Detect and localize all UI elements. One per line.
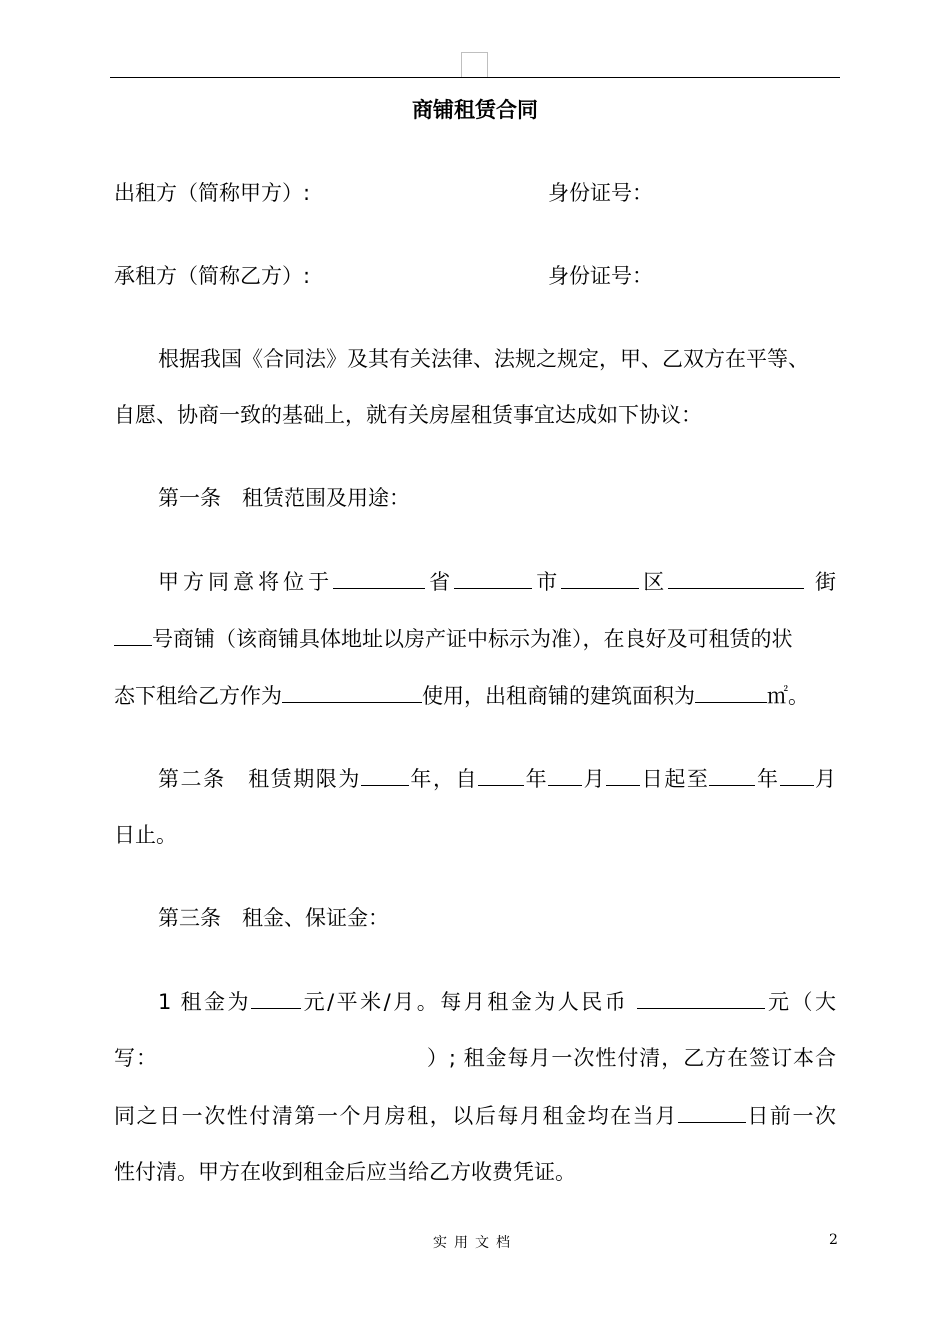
art1-text-3b: 使用，出租商铺的建筑面积为 — [422, 684, 695, 708]
blank-start-day — [606, 763, 640, 786]
party-b-line — [114, 261, 310, 291]
blank-district — [561, 566, 639, 589]
blank-city — [454, 566, 532, 589]
art1-qu: 区 — [639, 570, 669, 594]
blank-years — [361, 763, 409, 786]
art3-text-4: 性付清。甲方在收到租金后应当给乙方收费凭证。 — [114, 1160, 576, 1184]
article-1-line-2 — [114, 623, 793, 654]
article-1-line-3 — [114, 680, 809, 711]
art3-text-1a: 1 租金为 — [158, 990, 252, 1014]
preamble-line-2 — [114, 400, 702, 430]
blank-street — [668, 566, 804, 589]
art3-text-1b: 元/平米/月。每月租金为人民币 — [301, 990, 629, 1014]
party-b-label: 承租方（简称乙方）: — [114, 264, 311, 288]
page-footer: 实用文档 — [433, 1235, 517, 1251]
preamble-line-1 — [158, 344, 809, 374]
article-1-line-1 — [158, 566, 836, 597]
party-a-id-label: 身份证号： — [548, 181, 653, 205]
preamble-text-1: 根据我国《合同法》及其有关法律、法规之规定，甲、乙双方在平等、 — [158, 347, 809, 371]
party-a-line — [114, 178, 310, 208]
art1-text-3c: ㎡。 — [767, 684, 809, 708]
blank-start-year — [478, 763, 524, 786]
page-number: 2 — [829, 1232, 838, 1248]
art1-text-2: 号商铺（该商铺具体地址以房产证中标示为准），在良好及可租赁的状 — [152, 627, 793, 651]
blank-number — [114, 623, 152, 646]
article-3-heading — [158, 903, 389, 933]
article-3-line-1 — [158, 986, 836, 1017]
document-title: 商铺租赁合同 — [412, 98, 538, 122]
art3-text-2b: ）; 租金每月一次性付清，乙方在签订本合 — [425, 1046, 837, 1070]
blank-usage — [282, 680, 422, 703]
blank-start-month — [548, 763, 582, 786]
article-3-heading-text: 第三条 租金、保证金： — [158, 906, 389, 930]
party-b-id-label: 身份证号： — [548, 264, 653, 288]
party-a-label: 出租方（简称甲方）: — [114, 181, 311, 205]
art3-text-3b: 日前一次 — [745, 1104, 837, 1128]
blank-monthly-rent — [637, 986, 765, 1009]
art1-text-a: 甲方同意将位于 — [158, 570, 334, 594]
art2-end: 日止。 — [114, 823, 177, 847]
party-b-id — [548, 261, 653, 291]
article-3-line-3 — [114, 1100, 836, 1131]
article-1-heading — [158, 483, 410, 513]
art2-yue: 月 — [582, 767, 607, 791]
article-3-line-4 — [114, 1157, 576, 1187]
article-3-line-2 — [114, 1043, 836, 1073]
preamble-text-2: 自愿、协商一致的基础上，就有关房屋租赁事宜达成如下协议： — [114, 403, 702, 427]
blank-end-month — [780, 763, 814, 786]
art2-ri: 日起至 — [640, 767, 710, 791]
blank-end-year — [709, 763, 755, 786]
article-2-line-1 — [158, 763, 836, 794]
art1-shi: 市 — [532, 570, 562, 594]
header-tab-box — [461, 52, 488, 78]
blank-province — [333, 566, 425, 589]
art2-text-a: 第二条 租赁期限为 — [158, 767, 361, 791]
art3-text-3a: 同之日一次性付清第一个月房租，以后每月租金均在当月 — [114, 1104, 678, 1128]
party-a-id — [548, 178, 653, 208]
art2-nian: 年，自 — [408, 767, 479, 791]
blank-rent-per-sqm — [251, 986, 301, 1009]
art3-text-2a: 写： — [114, 1046, 158, 1070]
art1-text-3a: 态下租给乙方作为 — [114, 684, 282, 708]
art2-nian3: 年 — [755, 767, 780, 791]
header-rule — [110, 77, 840, 78]
art2-yue2: 月 — [813, 767, 837, 791]
art1-sheng: 省 — [425, 570, 455, 594]
blank-pay-day — [678, 1100, 746, 1123]
art1-jie: 街 — [815, 570, 836, 594]
article-1-heading-text: 第一条 租赁范围及用途： — [158, 486, 410, 510]
blank-area — [695, 680, 767, 703]
art3-text-1c: 元（大 — [765, 990, 836, 1014]
art2-nian2: 年 — [524, 767, 549, 791]
article-2-line-2 — [114, 820, 177, 850]
